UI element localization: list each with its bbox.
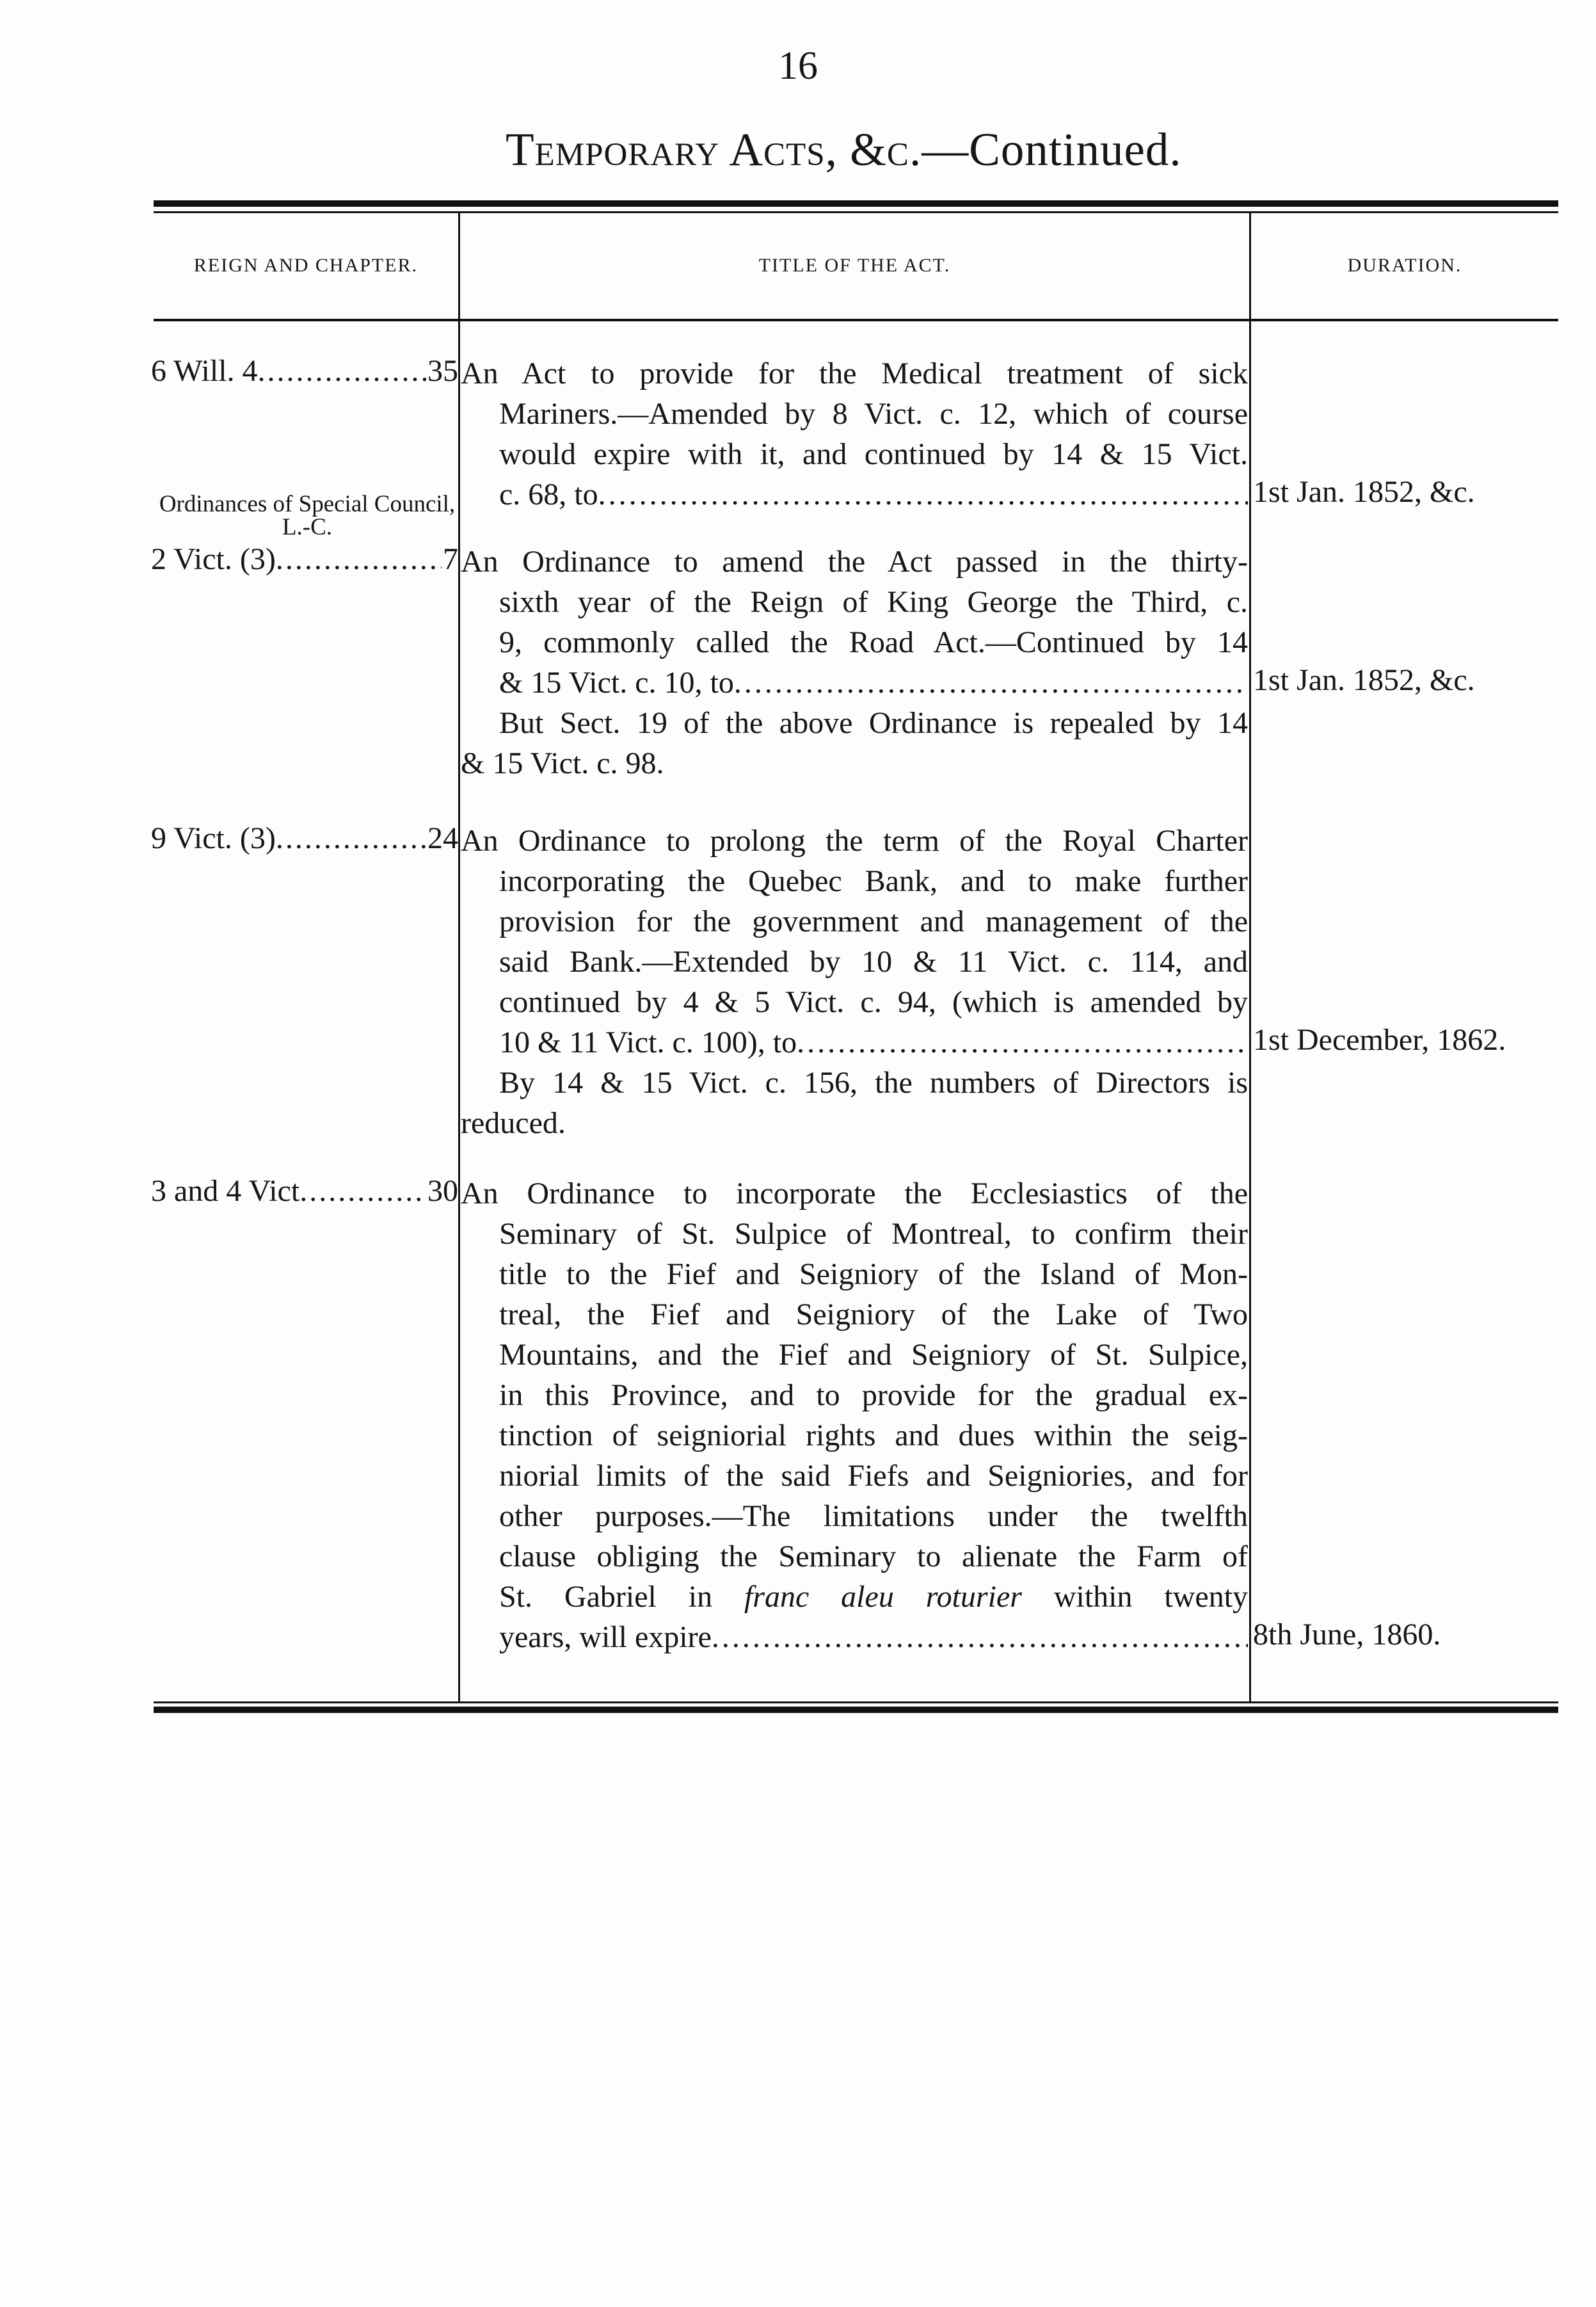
- act-line: An Ordinance to amend the Act passed in the thirty-: [461, 545, 1248, 579]
- table-bottom-rule-thin: [154, 1701, 1558, 1703]
- column-header-duration: DURATION.: [1347, 255, 1462, 276]
- act-line: 9, commonly called the Road Act.—Continued by 14: [499, 625, 1248, 659]
- act-line: continued by 4 & 5 Vict. c. 94, (which is amended by: [499, 985, 1248, 1019]
- act-line: By 14 & 15 Vict. c. 156, the numbers of Directors is: [499, 1066, 1248, 1100]
- chapter-number: 24: [427, 821, 458, 855]
- italic-phrase: franc aleu roturier: [744, 1580, 1022, 1614]
- column-divider-2: [1249, 213, 1251, 1701]
- chapter-number: 30: [427, 1174, 458, 1208]
- dot-leader: [797, 1022, 1248, 1063]
- chapter-number: 7: [443, 542, 458, 576]
- column-divider-1: [458, 213, 460, 1701]
- act-line: An Act to provide for the Medical treatment of sick: [461, 357, 1248, 390]
- act-line: title to the Fief and Seigniory of the Island of Mon-: [499, 1257, 1248, 1291]
- act-line: An Ordinance to incorporate the Ecclesiastics of the: [461, 1177, 1248, 1210]
- column-header-reign: REIGN AND CHAPTER.: [193, 255, 419, 276]
- reign-chapter-row-2: [151, 542, 458, 577]
- dot-leader: [299, 1173, 426, 1209]
- duration-row-4: 8th June, 1860.: [1253, 1618, 1441, 1652]
- act-line: sixth year of the Reign of King George the Third, c.: [499, 585, 1248, 619]
- act-line: Mariners.—Amended by 8 Vict. c. 12, which of course: [499, 397, 1248, 431]
- reign: 3 and 4 Vict: [151, 1174, 300, 1208]
- dot-leader: [598, 474, 1248, 515]
- table-top-rule: [154, 200, 1558, 207]
- act-line: niorial limits of the said Fiefs and Seigniories, and for: [499, 1459, 1248, 1493]
- act-line: incorporating the Quebec Bank, and to make further: [499, 864, 1248, 898]
- act-line: St. Gabriel in franc aleu roturier within twenty: [499, 1580, 1249, 1614]
- table-top-rule-thin: [154, 211, 1558, 213]
- act-line: Seminary of St. Sulpice of Montreal, to confirm their: [499, 1217, 1248, 1251]
- reign-chapter-row-4: [151, 1173, 458, 1209]
- section-subheading: Ordinances of Special Council, L.-C.: [159, 491, 456, 540]
- act-line: 10 & 11 Vict. c. 100), to .....: [461, 1022, 1248, 1063]
- dot-leader: [276, 821, 426, 856]
- act-line: An Ordinance to prolong the term of the Royal Charter: [461, 824, 1248, 858]
- reign: 6 Will. 4: [151, 354, 258, 388]
- act-line: in this Province, and to provide for the gradual ex-: [499, 1378, 1248, 1412]
- act-title-row-3: [461, 821, 1248, 1143]
- act-line: would expire with it, and continued by 14 & 15 Vict.: [499, 437, 1248, 471]
- act-line: other purposes.—The limitations under the twelfth: [499, 1499, 1248, 1533]
- column-header-title: TITLE OF THE ACT.: [758, 255, 951, 276]
- table-bottom-rule: [154, 1707, 1558, 1713]
- act-line: reduced.: [461, 1106, 566, 1140]
- act-line: provision for the government and management of the: [499, 904, 1248, 938]
- page-title: [506, 123, 1182, 177]
- page-title-continued: —Continued.: [922, 124, 1182, 175]
- dot-leader: [258, 353, 426, 389]
- act-line: & 15 Vict. c. 98.: [461, 746, 664, 780]
- act-line: years, will expire .....: [461, 1617, 1248, 1657]
- act-line: & 15 Vict. c. 10, to .....: [461, 663, 1248, 703]
- act-line: Mountains, and the Fief and Seigniory of St. Sulpice,: [499, 1338, 1248, 1372]
- act-line: said Bank.—Extended by 10 & 11 Vict. c. 114, and: [499, 945, 1248, 979]
- dot-leader: [276, 542, 442, 577]
- duration-row-2: 1st Jan. 1852, &c.: [1253, 663, 1475, 697]
- act-line: tinction of seigniorial rights and dues within the seig-: [499, 1419, 1248, 1452]
- duration-row-3: 1st December, 1862.: [1253, 1023, 1506, 1057]
- page-title-main: Temporary Acts, &c.: [506, 124, 922, 175]
- reign-chapter-row-3: [151, 821, 458, 856]
- header-rule: [154, 319, 1558, 321]
- duration-row-1: 1st Jan. 1852, &c.: [1253, 475, 1475, 509]
- act-title-row-4: [461, 1173, 1248, 1657]
- act-title-row-1: [461, 353, 1248, 515]
- dot-leader: [734, 663, 1248, 703]
- reign: 9 Vict. (3): [151, 821, 276, 855]
- act-line: treal, the Fief and Seigniory of the Lake of Two: [499, 1298, 1248, 1331]
- reign-chapter-row-1: [151, 353, 458, 389]
- dot-leader: [712, 1617, 1248, 1657]
- reign: 2 Vict. (3): [151, 542, 276, 576]
- act-line: But Sect. 19 of the above Ordinance is repealed by 14: [499, 706, 1248, 740]
- act-line: c. 68, to .....: [461, 474, 1248, 515]
- chapter-number: 35: [427, 354, 458, 388]
- act-title-row-2: [461, 542, 1248, 784]
- page-number: 16: [778, 44, 818, 88]
- act-line: clause obliging the Seminary to alienate the Farm of: [499, 1539, 1248, 1573]
